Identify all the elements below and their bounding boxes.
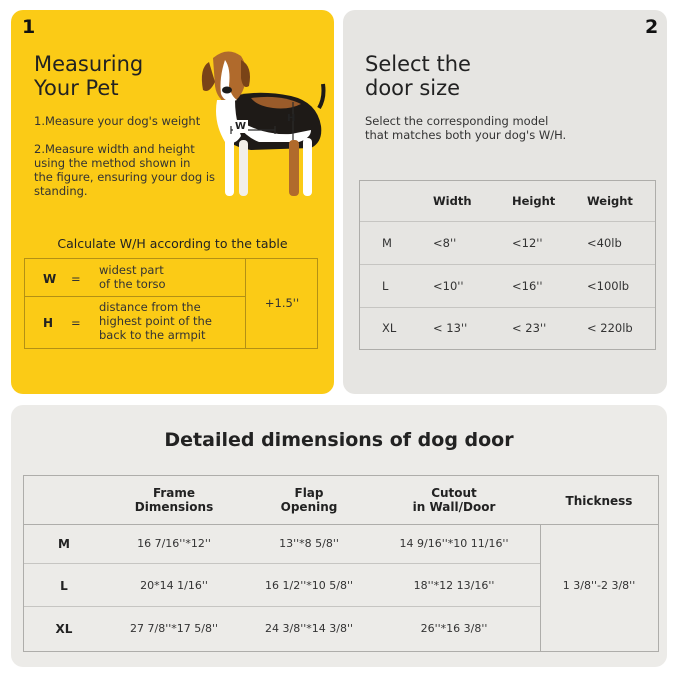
w-letter: W bbox=[43, 272, 57, 286]
measuring-title-line2: Your Pet bbox=[34, 76, 119, 100]
dim-row-label: M bbox=[58, 537, 70, 551]
h-equals: = bbox=[71, 316, 81, 330]
door-size-table bbox=[359, 180, 656, 350]
header-flap-line1: Flap bbox=[294, 486, 324, 500]
dog-height-label: H bbox=[287, 113, 296, 124]
wh-extra-allowance: +1.5'' bbox=[264, 296, 300, 310]
size-header-height: Height bbox=[512, 194, 556, 208]
size-row-height: < 23'' bbox=[512, 321, 547, 335]
size-row-width: < 13'' bbox=[433, 321, 468, 335]
dim-row-frame: 16 7/16''*12'' bbox=[137, 537, 211, 550]
header-frame-line1: Frame bbox=[152, 486, 196, 500]
dimensions-title: Detailed dimensions of dog door bbox=[164, 429, 514, 451]
dim-row-cutout: 14 9/16''*10 11/16'' bbox=[399, 537, 509, 550]
measuring-title-line1: Measuring bbox=[34, 52, 144, 76]
dim-row-flap: 13''*8 5/8'' bbox=[279, 537, 339, 550]
step1-text: 1.Measure your dog's weight bbox=[34, 114, 201, 128]
step2-line3: the figure, ensuring your dog is bbox=[34, 170, 216, 184]
header-cutout-line2: in Wall/Door bbox=[412, 500, 496, 514]
thickness-value: 1 3/8''-2 3/8'' bbox=[562, 579, 636, 592]
dim-row-label: L bbox=[60, 579, 68, 593]
size-row-weight: <100lb bbox=[587, 279, 630, 293]
dim-row-flap: 16 1/2''*10 5/8'' bbox=[265, 579, 353, 592]
dim-row-frame: 27 7/8''*17 5/8'' bbox=[130, 622, 218, 635]
door-size-desc-line1: Select the corresponding model bbox=[365, 114, 549, 128]
dim-table-divider bbox=[24, 606, 540, 607]
size-row-weight: < 220lb bbox=[587, 321, 633, 335]
size-row-label: L bbox=[382, 279, 389, 293]
w-equals: = bbox=[71, 272, 81, 286]
dimensions-table bbox=[23, 475, 659, 652]
dimensions-panel bbox=[11, 405, 667, 667]
size-row-label: XL bbox=[382, 321, 397, 335]
door-size-desc-line2: that matches both your dog's W/H. bbox=[365, 128, 567, 142]
door-size-title-line1: Select the bbox=[365, 52, 471, 76]
dog-illustration bbox=[191, 38, 327, 210]
header-cutout-line1: Cutout bbox=[431, 486, 477, 500]
h-desc-line2: highest point of the bbox=[99, 314, 212, 328]
header-frame-line2: Dimensions bbox=[134, 500, 214, 514]
step2-line1: 2.Measure width and height bbox=[34, 142, 195, 156]
header-thickness: Thickness bbox=[565, 494, 633, 508]
h-desc-line3: back to the armpit bbox=[99, 328, 206, 342]
calc-heading: Calculate W/H according to the table bbox=[57, 236, 288, 251]
dim-row-label: XL bbox=[55, 622, 73, 636]
size-table-divider bbox=[360, 221, 655, 222]
dim-row-cutout: 18''*12 13/16'' bbox=[413, 579, 495, 592]
door-size-panel bbox=[343, 10, 667, 394]
header-flap-line2: Opening bbox=[280, 500, 338, 514]
size-header-width: Width bbox=[433, 194, 472, 208]
step-number-2: 2 bbox=[645, 16, 659, 38]
door-size-title-line2: door size bbox=[365, 76, 461, 100]
size-header-weight: Weight bbox=[587, 194, 633, 208]
step2-line4: standing. bbox=[34, 184, 88, 198]
h-letter: H bbox=[43, 316, 54, 330]
wh-table bbox=[24, 258, 318, 349]
size-row-width: <8'' bbox=[433, 236, 457, 250]
wh-table-divider-h bbox=[25, 296, 245, 297]
h-desc-line1: distance from the bbox=[99, 300, 201, 314]
step-number-1: 1 bbox=[22, 16, 36, 38]
size-row-height: <16'' bbox=[512, 279, 543, 293]
dim-table-divider bbox=[24, 524, 658, 525]
size-row-weight: <40lb bbox=[587, 236, 622, 250]
dim-row-cutout: 26''*16 3/8'' bbox=[420, 622, 488, 635]
dim-row-flap: 24 3/8''*14 3/8'' bbox=[265, 622, 353, 635]
dog-width-label: W bbox=[235, 121, 247, 132]
step2-line2: using the method shown in bbox=[34, 156, 191, 170]
size-row-width: <10'' bbox=[433, 279, 464, 293]
size-row-label: M bbox=[382, 236, 392, 250]
measuring-panel bbox=[11, 10, 334, 394]
w-desc-line1: widest part bbox=[99, 263, 164, 277]
dim-table-divider bbox=[24, 563, 540, 564]
size-table-divider bbox=[360, 264, 655, 265]
w-desc-line2: of the torso bbox=[99, 277, 166, 291]
dim-row-frame: 20*14 1/16'' bbox=[140, 579, 208, 592]
size-table-divider bbox=[360, 307, 655, 308]
size-row-height: <12'' bbox=[512, 236, 543, 250]
